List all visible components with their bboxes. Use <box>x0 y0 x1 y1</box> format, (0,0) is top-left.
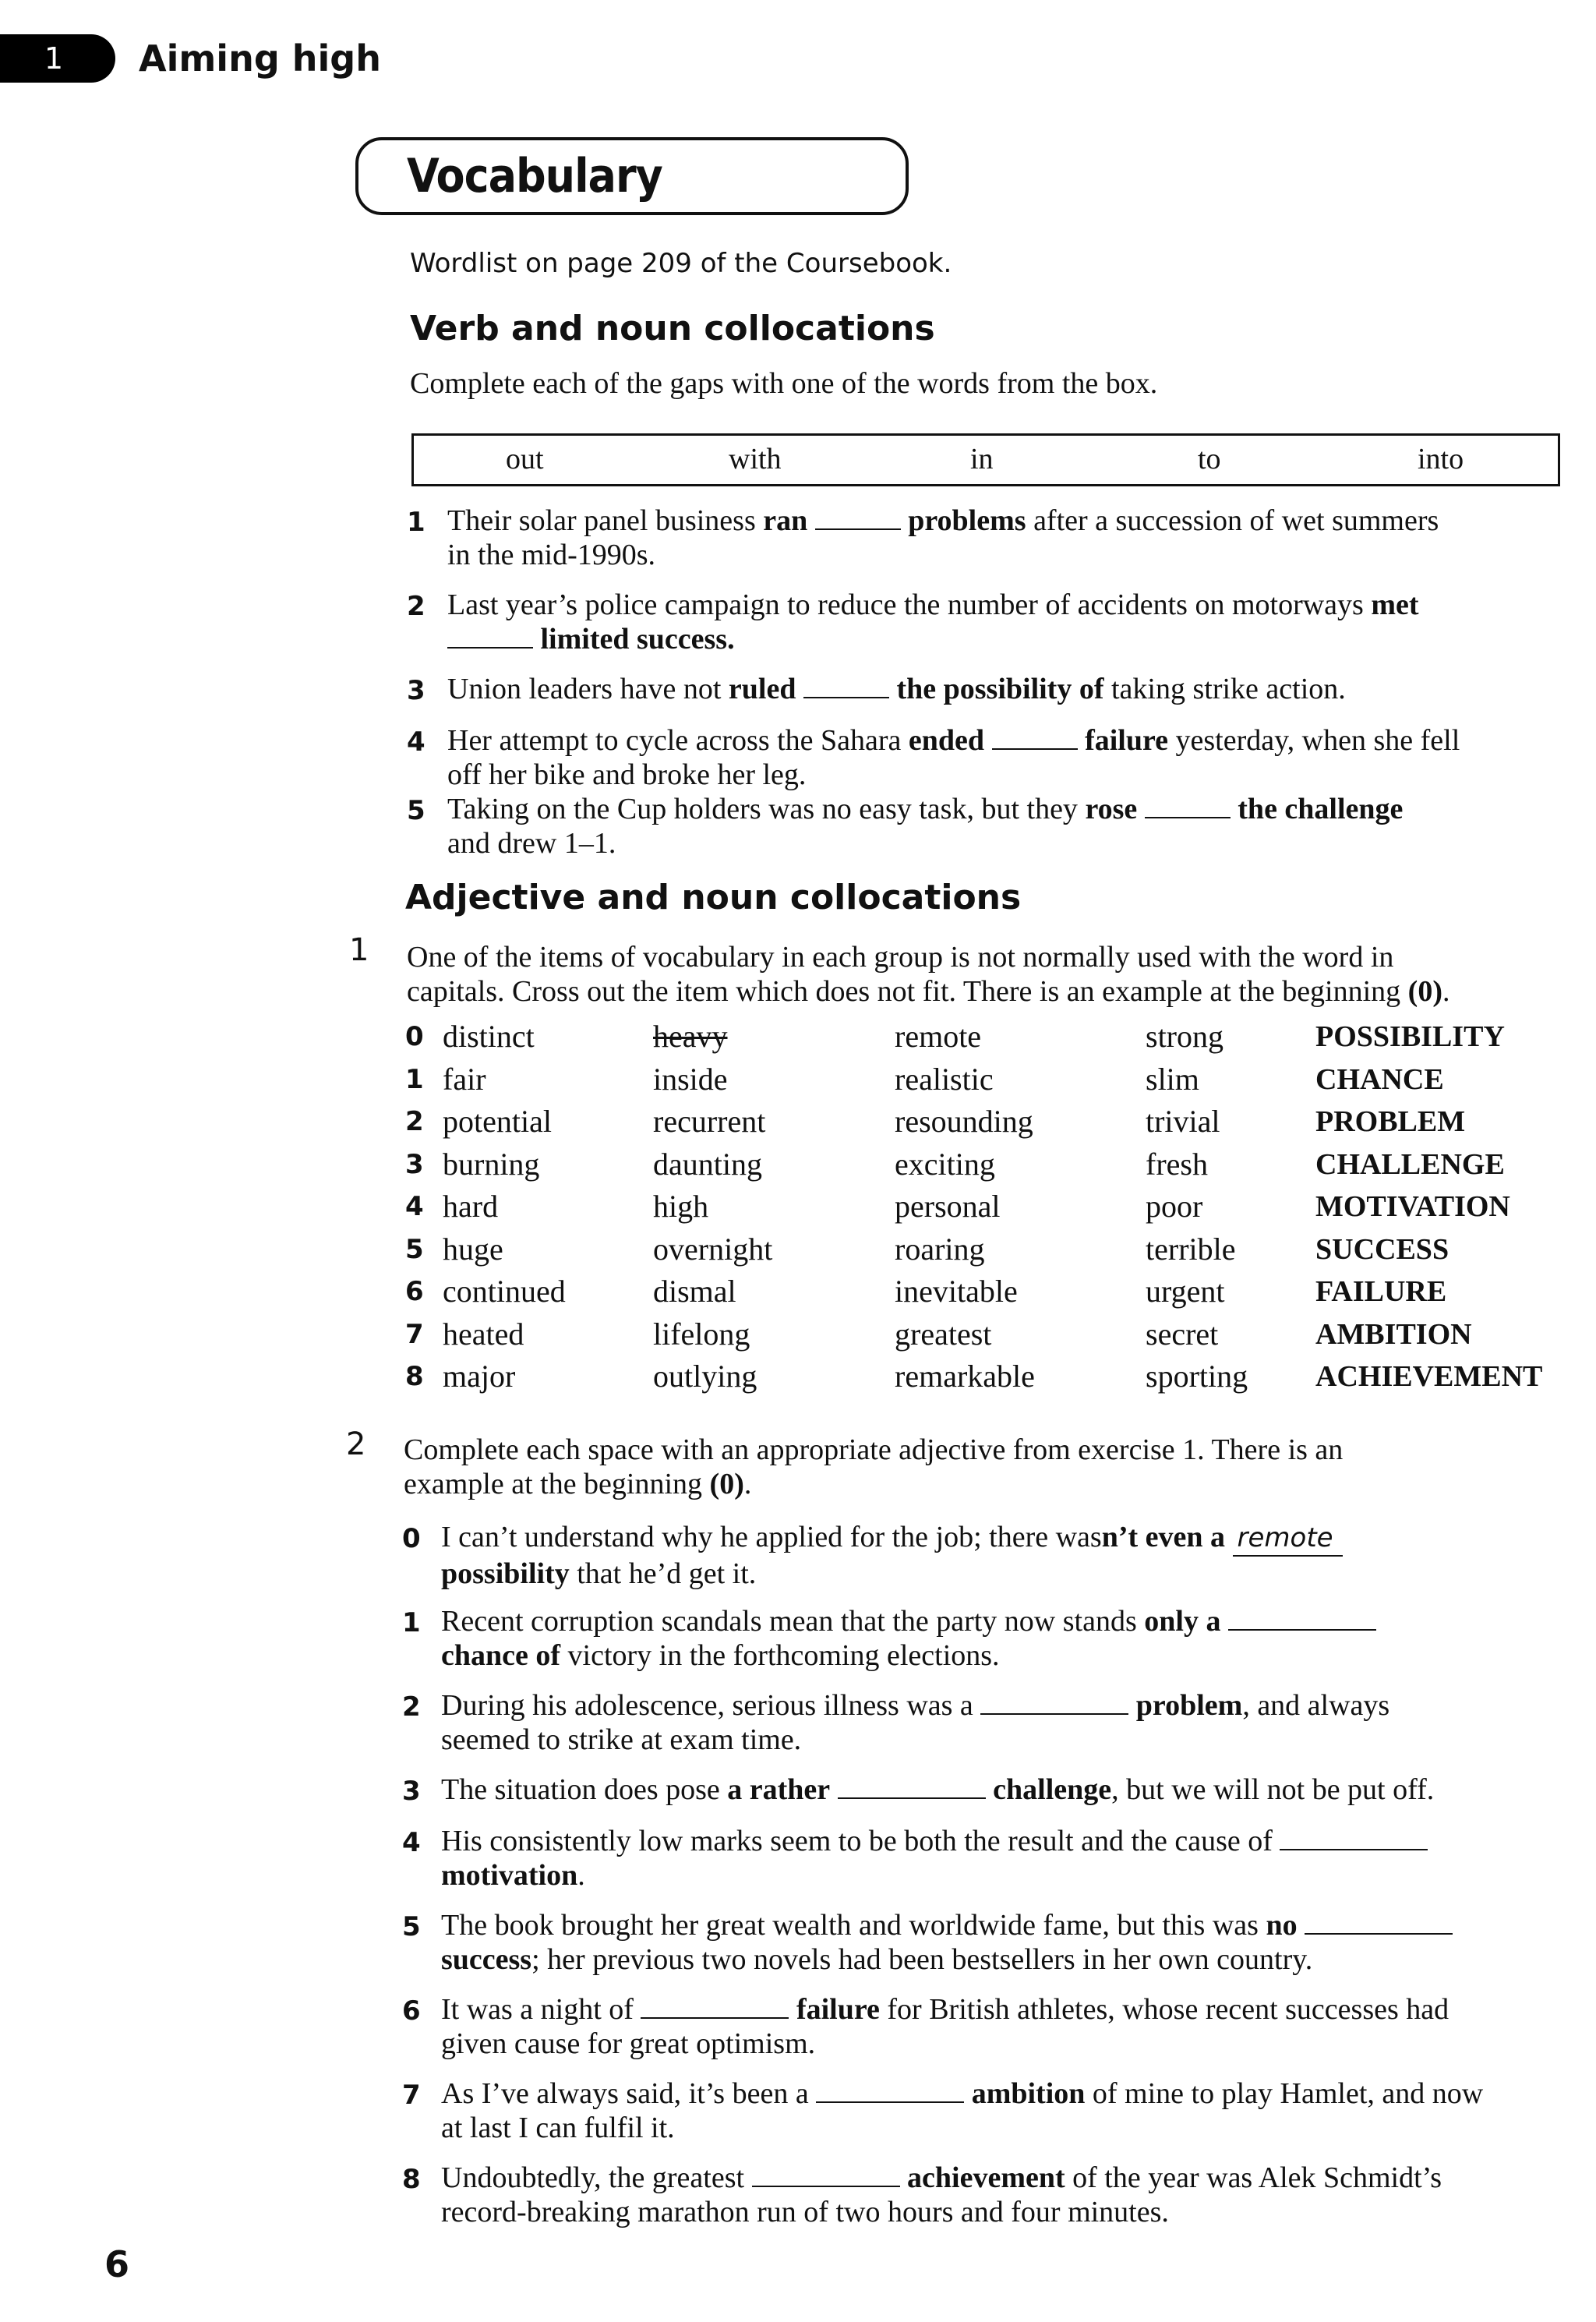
item-line: I can’t understand why he applied for the job; there wasn’t even a remote <box>441 1520 1343 1557</box>
verb-noun-instruction: Complete each of the gaps with one of the words from the box. <box>410 367 1158 400</box>
verb-noun-item <box>447 672 1346 706</box>
item-line: success; her previous two novels had been bestsellers in her own country. <box>441 1943 1313 1976</box>
item-line: Taking on the Cup holders was no easy task, but they rose the challenge <box>447 793 1404 825</box>
row-number: 6 <box>405 1276 424 1307</box>
item-line: and drew 1–1. <box>447 827 616 860</box>
item-line: Recent corruption scandals mean that the party now stands only a <box>441 1604 1376 1638</box>
item-line: Her attempt to cycle across the Sahara ended failure yesterday, when she fell <box>447 724 1460 757</box>
wordlist-note: Wordlist on page 209 of the Coursebook. <box>410 248 952 279</box>
item-line: given cause for great optimism. <box>441 2027 816 2060</box>
item-line: seemed to strike at exam time. <box>441 1723 802 1756</box>
item-line: motivation. <box>441 1859 585 1892</box>
item-line: Last year’s police campaign to reduce the number of accidents on motorways met <box>447 588 1419 621</box>
item-line: chance of victory in the forthcoming elections. <box>441 1639 1000 1672</box>
item-line: It was a night of failure for British athletes, whose recent successes had <box>441 1993 1449 2026</box>
exercise-2-instruction-line2: example at the beginning (0). <box>404 1468 752 1500</box>
collocation-word: slim <box>1146 1061 1199 1097</box>
adj-noun-heading: Adjective and noun collocations <box>405 878 1022 917</box>
verb-noun-item <box>447 792 1403 861</box>
collocation-word: lifelong <box>653 1316 750 1352</box>
collocation-word: trivial <box>1146 1104 1220 1139</box>
collocation-word: overnight <box>653 1231 773 1267</box>
collocation-noun: PROBLEM <box>1315 1105 1466 1138</box>
item-number: 5 <box>402 1911 421 1942</box>
item-number: 0 <box>402 1523 421 1554</box>
row-number: 7 <box>405 1318 424 1350</box>
item-number: 7 <box>402 2080 421 2111</box>
exercise-2-item <box>441 1520 1343 1591</box>
exercise-2-instruction <box>404 1433 1343 1501</box>
verb-noun-heading: Verb and noun collocations <box>410 309 935 348</box>
collocation-word: strong <box>1146 1019 1223 1054</box>
page-number: 6 <box>104 2243 130 2285</box>
exercise-2-item <box>441 2161 1442 2229</box>
collocation-word: roaring <box>895 1231 985 1267</box>
item-line: possibility that he’d get it. <box>441 1557 757 1590</box>
collocation-noun: MOTIVATION <box>1315 1190 1510 1223</box>
collocation-word: distinct <box>443 1019 535 1054</box>
item-number: 6 <box>402 1995 421 2027</box>
section-title: Vocabulary <box>407 149 662 203</box>
collocation-noun: ACHIEVEMENT <box>1315 1360 1543 1393</box>
exercise-2-item <box>441 1992 1449 2061</box>
box-word: into <box>1418 443 1464 475</box>
exercise-1-instruction-line1: One of the items of vocabulary in each group is not normally used with the word in <box>407 941 1394 974</box>
item-number: 3 <box>407 675 425 706</box>
row-number: 8 <box>405 1361 424 1392</box>
collocation-word: potential <box>443 1104 552 1139</box>
item-number: 2 <box>407 591 425 622</box>
verb-noun-item <box>447 504 1439 572</box>
item-line: off her bike and broke her leg. <box>447 758 807 791</box>
item-number: 1 <box>402 1607 421 1638</box>
exercise-2-item <box>441 1824 1428 1893</box>
collocation-word: personal <box>895 1189 1001 1224</box>
item-line: record-breaking marathon run of two hours and four minutes. <box>441 2196 1169 2228</box>
verb-noun-item <box>447 588 1419 656</box>
exercise-1-instruction <box>407 940 1449 1009</box>
box-word: out <box>506 443 544 475</box>
exercise-2-instruction-line1: Complete each space with an appropriate adjective from exercise 1. There is an <box>404 1433 1344 1466</box>
row-number: 0 <box>405 1021 424 1052</box>
item-number: 3 <box>402 1776 421 1807</box>
item-number: 2 <box>402 1691 421 1723</box>
item-line: Their solar panel business ran problems after a succession of wet summers <box>447 504 1439 537</box>
collocation-word: hard <box>443 1189 499 1224</box>
collocation-word: terrible <box>1146 1231 1236 1267</box>
verb-noun-item <box>447 723 1460 792</box>
exercise-2-item <box>441 1604 1376 1673</box>
collocation-word: fair <box>443 1061 486 1097</box>
exercise-1-instruction-line2: capitals. Cross out the item which does not fit. There is an example at the beginning (0). <box>407 975 1450 1008</box>
collocation-word: burning <box>443 1146 540 1182</box>
collocation-word: daunting <box>653 1146 762 1182</box>
collocation-word: heavy <box>653 1019 728 1054</box>
collocation-word: recurrent <box>653 1104 766 1139</box>
collocation-noun: FAILURE <box>1315 1275 1447 1308</box>
collocation-noun: SUCCESS <box>1315 1232 1449 1266</box>
collocation-word: realistic <box>895 1061 994 1097</box>
item-line: His consistently low marks seem to be both the result and the cause of <box>441 1824 1428 1858</box>
item-number: 5 <box>407 795 425 826</box>
collocation-word: greatest <box>895 1316 992 1352</box>
row-number: 5 <box>405 1233 424 1265</box>
collocation-word: huge <box>443 1231 503 1267</box>
collocation-word: fresh <box>1146 1146 1208 1182</box>
unit-title: Aiming high <box>139 37 381 80</box>
collocation-word: remote <box>895 1019 982 1054</box>
collocation-word: urgent <box>1146 1274 1225 1309</box>
word-box <box>411 433 1560 486</box>
collocation-word: inevitable <box>895 1274 1018 1309</box>
item-number: 8 <box>402 2164 421 2195</box>
exercise-1-number: 1 <box>349 932 369 968</box>
collocation-word: remarkable <box>895 1359 1035 1394</box>
item-line: During his adolescence, serious illness was a problem, and always <box>441 1689 1390 1722</box>
item-line: The situation does pose a rather challenge, but we will not be put off. <box>441 1773 1435 1806</box>
item-line: in the mid-1990s. <box>447 539 656 571</box>
collocation-word: high <box>653 1189 709 1224</box>
collocation-noun: AMBITION <box>1315 1317 1472 1351</box>
collocation-noun: CHALLENGE <box>1315 1147 1505 1181</box>
exercise-2-item <box>441 2076 1483 2145</box>
item-line: limited success. <box>447 622 1419 656</box>
box-word: with <box>729 443 782 475</box>
item-number: 4 <box>402 1827 421 1858</box>
item-line: The book brought her great wealth and worldwide fame, but this was no <box>441 1908 1453 1942</box>
unit-number-tab <box>0 34 115 83</box>
box-word: in <box>970 443 994 475</box>
collocation-noun: POSSIBILITY <box>1315 1020 1505 1053</box>
item-line: at last I can fulfil it. <box>441 2112 675 2144</box>
item-line: Union leaders have not ruled the possibility of taking strike action. <box>447 673 1346 705</box>
section-title-box <box>355 137 909 215</box>
row-number: 4 <box>405 1191 424 1222</box>
collocation-word: heated <box>443 1316 524 1352</box>
unit-number: 1 <box>44 41 64 76</box>
exercise-2-number: 2 <box>346 1426 366 1462</box>
exercise-2-item <box>441 1772 1434 1807</box>
row-number: 1 <box>405 1063 424 1095</box>
collocation-word: sporting <box>1146 1359 1248 1394</box>
item-number: 4 <box>407 726 425 758</box>
exercise-2-item <box>441 1908 1453 1977</box>
collocation-noun: CHANCE <box>1315 1062 1444 1096</box>
row-number: 3 <box>405 1148 424 1180</box>
collocation-word: inside <box>653 1061 728 1097</box>
exercise-2-item <box>441 1688 1389 1757</box>
item-line: As I’ve always said, it’s been a ambition of mine to play Hamlet, and now <box>441 2077 1484 2110</box>
row-number: 2 <box>405 1106 424 1137</box>
item-line: Undoubtedly, the greatest achievement of the year was Alek Schmidt’s <box>441 2161 1442 2194</box>
collocation-word: major <box>443 1359 516 1394</box>
collocation-word: outlying <box>653 1359 757 1394</box>
collocation-word: secret <box>1146 1316 1219 1352</box>
collocation-word: resounding <box>895 1104 1033 1139</box>
collocation-word: dismal <box>653 1274 736 1309</box>
item-number: 1 <box>407 507 425 538</box>
collocation-word: continued <box>443 1274 566 1309</box>
collocation-word: exciting <box>895 1146 995 1182</box>
box-word: to <box>1198 443 1221 475</box>
collocation-word: poor <box>1146 1189 1203 1224</box>
